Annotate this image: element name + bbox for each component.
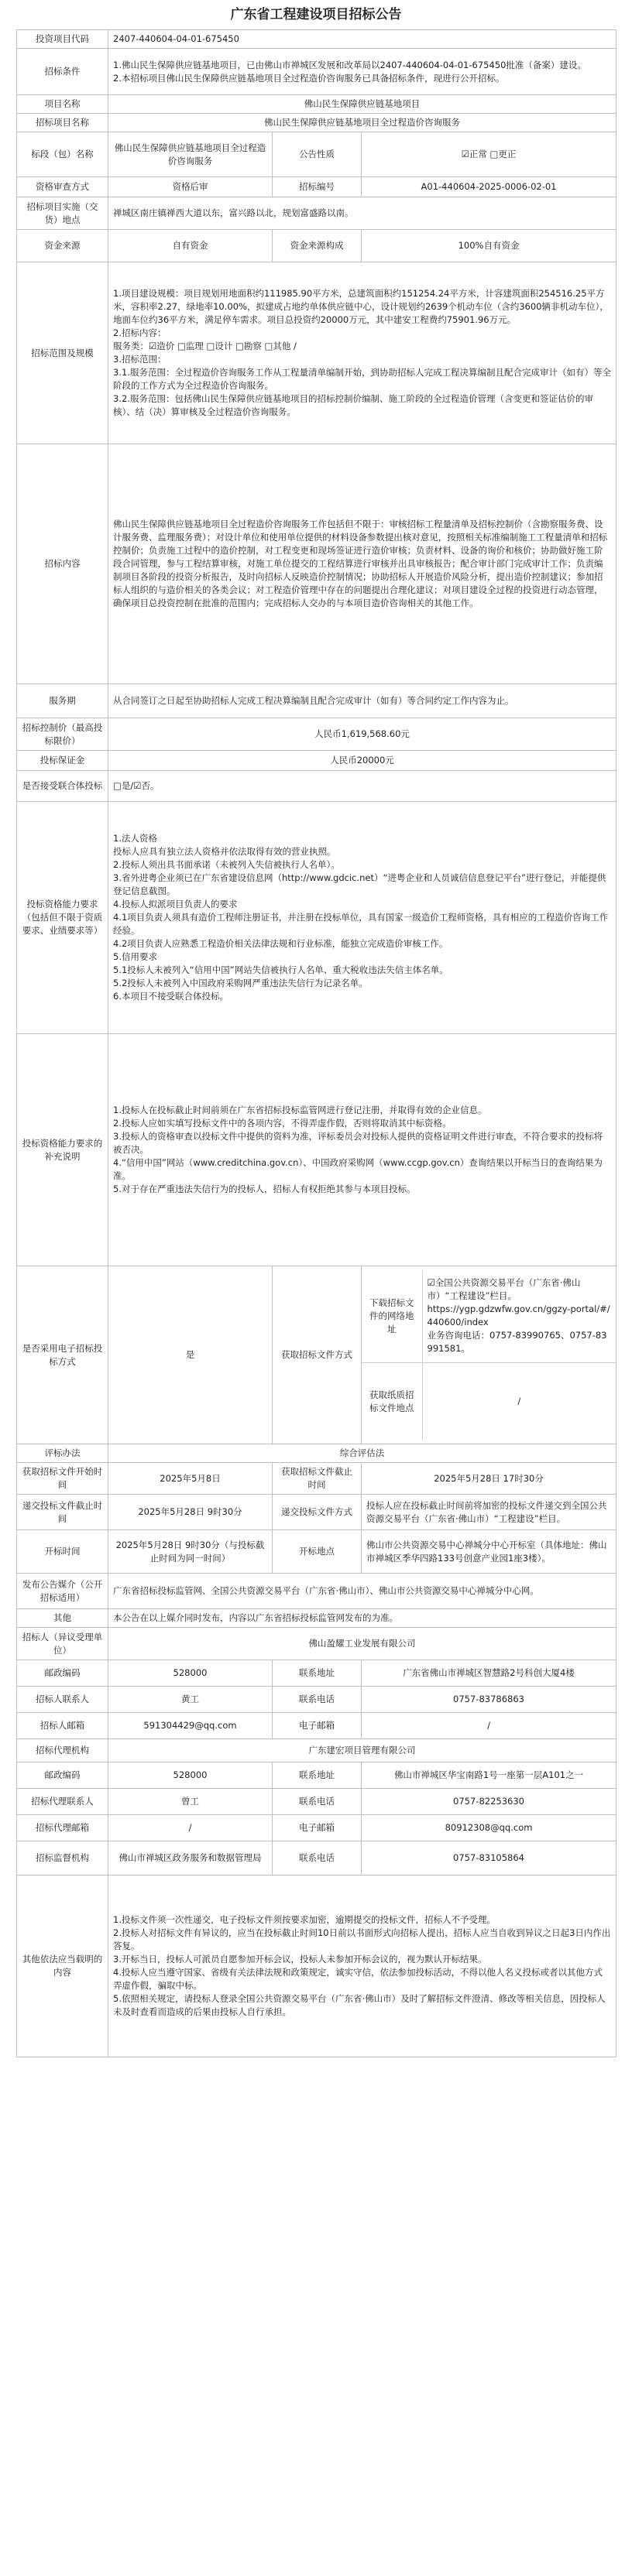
label-consortium: 是否接受联合体投标	[17, 771, 108, 802]
row-location	[17, 197, 617, 230]
label-download: 下载招标文件的网络地址	[362, 1270, 422, 1363]
row-evaluation	[17, 1444, 617, 1463]
label-submit-method: 递交投标文件方式	[273, 1495, 362, 1530]
label-agent: 招标代理机构	[17, 1739, 108, 1762]
value-funding: 自有资金	[108, 230, 273, 262]
value-paper: /	[422, 1363, 616, 1440]
label-tender-code: 招标编号	[273, 177, 362, 197]
value-content: 佛山民生保障供应链基地项目全过程造价咨询服务工作包括但不限于：审核招标工程量清单及招标控制价（含勘察服务费、设计服务费、监理服务费）；对设计单位和使用单位提供的材料设备参数提出核对意见，按照相关标准编制施工工程量清单和招标控制价；负责施工过程中的造价控制，对工程变更和现场签证进行造价审核；负责材料、设备的询价和核价；协助做好施工阶段合同管理，参与工程结算审核，对施工单位提交的工程结算进行审核并出具审核报告；配合审计部门完成审计工作；负责编制项目各阶段的投资分析报告，及时向招标人反映造价控制情况；协助招标人开展造价风险分析，提出造价控制建议；参加招标人组织的与造价相关的各类会议；对工程造价管理中存在的问题提出合理化建议；对项目建设全过程的投资进行动态管理，确保项目总投资控制在批准的范围内；完成招标人交办的与本项目造价咨询相关的其他工作。	[108, 444, 617, 684]
value-supervisor: 佛山市禅城区政务服务和数据管理局	[108, 1841, 273, 1875]
label-project-name: 项目名称	[17, 95, 108, 114]
label-project-code: 投资项目代码	[17, 30, 108, 49]
row-other-content	[17, 1875, 617, 2057]
label-announcement-type: 公告性质	[273, 132, 362, 177]
label-tenderer-address: 联系地址	[273, 1660, 362, 1687]
row-agent	[17, 1739, 617, 1762]
row-paper	[362, 1363, 616, 1440]
row-service-period	[17, 684, 617, 718]
row-conditions	[17, 49, 617, 95]
label-conditions: 招标条件	[17, 49, 108, 95]
value-agent-contact: 曾工	[108, 1789, 273, 1815]
label-submit-deadline: 递交投标文件截止时间	[17, 1495, 108, 1530]
row-media	[17, 1574, 617, 1609]
value-tenderer: 佛山盈耀工业发展有限公司	[108, 1628, 617, 1660]
row-agent-address	[17, 1762, 617, 1789]
row-tenderer-address	[17, 1660, 617, 1687]
row-qualification	[17, 802, 617, 1034]
value-agent-email: /	[108, 1815, 273, 1841]
label-control-price: 招标控制价（最高投标限价）	[17, 718, 108, 751]
label-content: 招标内容	[17, 444, 108, 684]
row-open	[17, 1530, 617, 1574]
row-other-note	[17, 1609, 617, 1628]
label-agent-mailbox: 电子邮箱	[273, 1815, 362, 1841]
row-submit	[17, 1495, 617, 1530]
label-agent-contact: 招标代理联系人	[17, 1789, 108, 1815]
notice-table-wrapper	[16, 29, 616, 2057]
row-qualification-note	[17, 1034, 617, 1266]
value-announcement-type: ☑正常 □更正	[362, 132, 617, 177]
label-media: 发布公告媒介（公开招标适用）	[17, 1574, 108, 1609]
value-supervisor-phone: 0757-83105864	[362, 1841, 617, 1875]
row-content	[17, 444, 617, 684]
value-funding-ratio: 100%自有资金	[362, 230, 617, 262]
row-agent-contact	[17, 1789, 617, 1815]
value-project-code: 2407-440604-04-01-675450	[108, 30, 617, 49]
value-evaluation: 综合评估法	[108, 1444, 617, 1463]
label-qualification-note: 投标资格能力要求的补充说明	[17, 1034, 108, 1266]
label-service-period: 服务期	[17, 684, 108, 718]
label-scope: 招标范围及规模	[17, 262, 108, 444]
label-other-note: 其他	[17, 1609, 108, 1628]
value-tenderer-email: 591304429@qq.com	[108, 1713, 273, 1739]
label-supervisor-phone: 联系电话	[273, 1841, 362, 1875]
value-obtain-start: 2025年5月8日	[108, 1463, 273, 1495]
label-agent-email: 招标代理邮箱	[17, 1815, 108, 1841]
value-consortium: □是/☑否。	[108, 771, 617, 802]
value-agent-address: 佛山市禅城区华宝南路1号一座第一层A101之一	[362, 1762, 617, 1789]
value-open-time: 2025年5月28日 9时30分（与投标截止时间为同一时间）	[108, 1530, 273, 1574]
row-tender-project	[17, 114, 617, 132]
label-tenderer-postcode: 邮政编码	[17, 1660, 108, 1687]
label-tenderer-mailbox: 电子邮箱	[273, 1713, 362, 1739]
label-qualification: 投标资格能力要求（包括但不限于资质要求、业绩要求等）	[17, 802, 108, 1034]
value-download: ☑全国公共资源交易平台（广东省·佛山市）“工程建设”栏目。 https://ygp.gdzwfw.gov.cn/ggzy-portal/#/440600/index 业务咨询电话：0757-83990765、0757-83991581。	[422, 1270, 616, 1363]
row-project-name	[17, 95, 617, 114]
value-qualification: 1.法人资格 投标人应具有独立法人资格并依法取得有效的营业执照。 2.投标人须出具书面承诺（未被列入失信被执行人名单）。 3.省外进粤企业须已在广东省建设信息网（http://www.gdcic.net）“进粤企业和人员诚信信息登记平台”进行登记，并能提供登记信息截图。 4.投标人拟派项目负责人的要求 4.1项目负责人须具有造价工程师注册证书，并注册在投标单位，具有国家一级造价工程师资格，具有相应的工程造价咨询工作经验。 4.2项目负责人应熟悉工程造价相关法律法规和行业标准，能独立完成造价审核工作。 5.信用要求 5.1投标人未被列入“信用中国”网站失信被执行人名单、重大税收违法失信主体名单。 5.2投标人未被列入中国政府采购网严重违法失信行为记录名单。 6.本项目不接受联合体投标。	[108, 802, 617, 1034]
label-tenderer: 招标人（异议受理单位）	[17, 1628, 108, 1660]
row-download	[362, 1270, 616, 1363]
row-scope	[17, 262, 617, 444]
value-section: 佛山民生保障供应链基地项目全过程造价咨询服务	[108, 132, 273, 177]
value-location: 禅城区南庄镇禅西大道以东，富兴路以北，规划富盛路以南。	[108, 197, 617, 230]
value-tender-project: 佛山民生保障供应链基地项目全过程造价咨询服务	[108, 114, 617, 132]
row-project-code	[17, 30, 617, 49]
value-submit-method: 投标人应在投标截止时间前将加密的投标文件递交到全国公共资源交易平台（广东省·佛山市）“工程建设”栏目。	[362, 1495, 617, 1530]
row-tenderer-email	[17, 1713, 617, 1739]
label-obtain-method: 获取招标文件方式	[273, 1266, 362, 1444]
label-tenderer-email: 招标人邮箱	[17, 1713, 108, 1739]
label-paper: 获取纸质招标文件地点	[362, 1363, 422, 1440]
row-review	[17, 177, 617, 197]
label-obtain-start: 获取招标文件开始时间	[17, 1463, 108, 1495]
value-control-price: 人民币1,619,568.60元	[108, 718, 617, 751]
value-agent-phone: 0757-82253630	[362, 1789, 617, 1815]
label-section: 标段（包）名称	[17, 132, 108, 177]
row-section	[17, 132, 617, 177]
label-electronic: 是否采用电子招标投标方式	[17, 1266, 108, 1444]
value-tenderer-mailbox: /	[362, 1713, 617, 1739]
label-agent-postcode: 邮政编码	[17, 1762, 108, 1789]
value-agent: 广东建宏项目管理有限公司	[108, 1739, 617, 1762]
value-tenderer-phone: 0757-83786863	[362, 1687, 617, 1713]
value-qualification-note: 1.投标人在投标截止时间前须在广东省招标投标监管网进行登记注册，并取得有效的企业信息。 2.投标人应如实填写投标文件中的各项内容，不得弄虚作假，否则将取消其中标资格。 3.投标人的资格审查以投标文件中提供的资料为准，评标委员会对投标人提供的资格证明文件进行审查，不符合要求的投标将被否决。 4.“信用中国”网站（www.creditchina.gov.cn）、中国政府采购网（www.ccgp.gov.cn）查询结果以开标当日的查询结果为准。 5.对于存在严重违法失信行为的投标人，招标人有权拒绝其参与本项目投标。	[108, 1034, 617, 1266]
label-obtain-end: 获取招标文件截止时间	[273, 1463, 362, 1495]
value-tenderer-address: 广东省佛山市禅城区智慧路2号科创大厦4楼	[362, 1660, 617, 1687]
page-title: 广东省工程建设项目招标公告	[230, 7, 402, 22]
value-other-note: 本公告在以上媒介同时发布，内容以广东省招标投标监管网发布的为准。	[108, 1609, 617, 1628]
value-other-content: 1.投标文件须一次性递交，电子投标文件须按要求加密，逾期提交的投标文件，招标人不予受理。 2.投标人对招标文件有异议的，应当在投标截止时间10日前以书面形式向招标人提出，招标人应当自收到异议之日起3日内作出答复。 3.开标当日，投标人可派员自愿参加开标会议，投标人未参加开标会议的，视为默认开标结果。 4.投标人应当遵守国家、省级有关法律法规和政策规定，诚实守信，依法参加投标活动，不得以他人名义投标或者以其他方式弄虚作假，骗取中标。 5.依照相关规定，请投标人登录全国公共资源交易平台（广东省·佛山市）及时了解招标文件澄清、修改等相关信息，因投标人未及时查看而造成的后果由投标人自行承担。	[108, 1875, 617, 2057]
row-electronic	[17, 1266, 617, 1444]
notice-table	[16, 29, 617, 2057]
label-funding: 资金来源	[17, 230, 108, 262]
obtain-method-table	[362, 1270, 616, 1440]
value-tenderer-contact: 黄工	[108, 1687, 273, 1713]
value-deposit: 人民币20000元	[108, 751, 617, 771]
value-scope: 1.项目建设规模：项目规划用地面积约111985.90平方米，总建筑面积约151254.24平方米，计容建筑面积254516.25平方米，容积率2.27，绿地率10.00%，拟建成占地约单体供应链中心，设计规划约2639个机动车位（含约3600辆非机动车位），地面车位约36平方米，满足停车需求。项目总投资约20000万元，其中建安工程费约75901.96万元。 2.招标内容： 服务类：☑造价 □监理 □设计 □勘察 □其他 / 3.招标范围： 3.1.服务范围：全过程造价咨询服务工作从工程量清单编制开始，到协助招标人完成工程决算编制且配合完成审计（如有）等全阶段的工作方式为全过程造价咨询服务。 3.2.服务范围：包括佛山民生保障供应链基地项目的招标控制价编制、施工阶段的全过程造价管理（含变更和签证估价的审核）、结（决）算审核及全过程造价咨询服务。	[108, 262, 617, 444]
value-tender-code: A01-440604-2025-0006-02-01	[362, 177, 617, 197]
row-tenderer-contact	[17, 1687, 617, 1713]
value-conditions: 1.佛山民生保障供应链基地项目，已由佛山市禅城区发展和改革局以2407-440604-04-01-675450批准（备案）建设。 2.本招标项目佛山民生保障供应链基地项目全过程造价咨询服务已具备招标条件，现进行公开招标。	[108, 49, 617, 95]
row-agent-email	[17, 1815, 617, 1841]
value-obtain-end: 2025年5月28日 17时30分	[362, 1463, 617, 1495]
value-project-name: 佛山民生保障供应链基地项目	[108, 95, 617, 114]
value-electronic: 是	[108, 1266, 273, 1444]
value-agent-postcode: 528000	[108, 1762, 273, 1789]
label-open-time: 开标时间	[17, 1530, 108, 1574]
row-consortium	[17, 771, 617, 802]
label-funding-ratio: 资金来源构成	[273, 230, 362, 262]
row-control-price	[17, 718, 617, 751]
label-evaluation: 评标办法	[17, 1444, 108, 1463]
row-deposit	[17, 751, 617, 771]
label-location: 招标项目实施（交货）地点	[17, 197, 108, 230]
row-tenderer	[17, 1628, 617, 1660]
label-tenderer-phone: 联系电话	[273, 1687, 362, 1713]
label-deposit: 投标保证金	[17, 751, 108, 771]
value-submit-deadline: 2025年5月28日 9时30分	[108, 1495, 273, 1530]
obtain-method-cell	[362, 1266, 617, 1444]
row-obtain-time	[17, 1463, 617, 1495]
value-tenderer-postcode: 528000	[108, 1660, 273, 1687]
row-supervisor	[17, 1841, 617, 1875]
label-review-method: 资格审查方式	[17, 177, 108, 197]
label-agent-address: 联系地址	[273, 1762, 362, 1789]
value-open-place: 佛山市公共资源交易中心禅城分中心开标室（具体地址：佛山市禅城区季华四路133号创意产业园1座3楼）。	[362, 1530, 617, 1574]
value-service-period: 从合同签订之日起至协助招标人完成工程决算编制且配合完成审计（如有）等合同约定工作内容为止。	[108, 684, 617, 718]
label-agent-phone: 联系电话	[273, 1789, 362, 1815]
label-open-place: 开标地点	[273, 1530, 362, 1574]
row-funding	[17, 230, 617, 262]
value-agent-mailbox: 80912308@qq.com	[362, 1815, 617, 1841]
label-tenderer-contact: 招标人联系人	[17, 1687, 108, 1713]
label-other-content: 其他依法应当载明的内容	[17, 1875, 108, 2057]
label-supervisor: 招标监督机构	[17, 1841, 108, 1875]
value-review-method: 资格后审	[108, 177, 273, 197]
value-media: 广东省招标投标监管网、全国公共资源交易平台（广东省·佛山市）、佛山市公共资源交易中心禅城分中心网。	[108, 1574, 617, 1609]
label-tender-project: 招标项目名称	[17, 114, 108, 132]
